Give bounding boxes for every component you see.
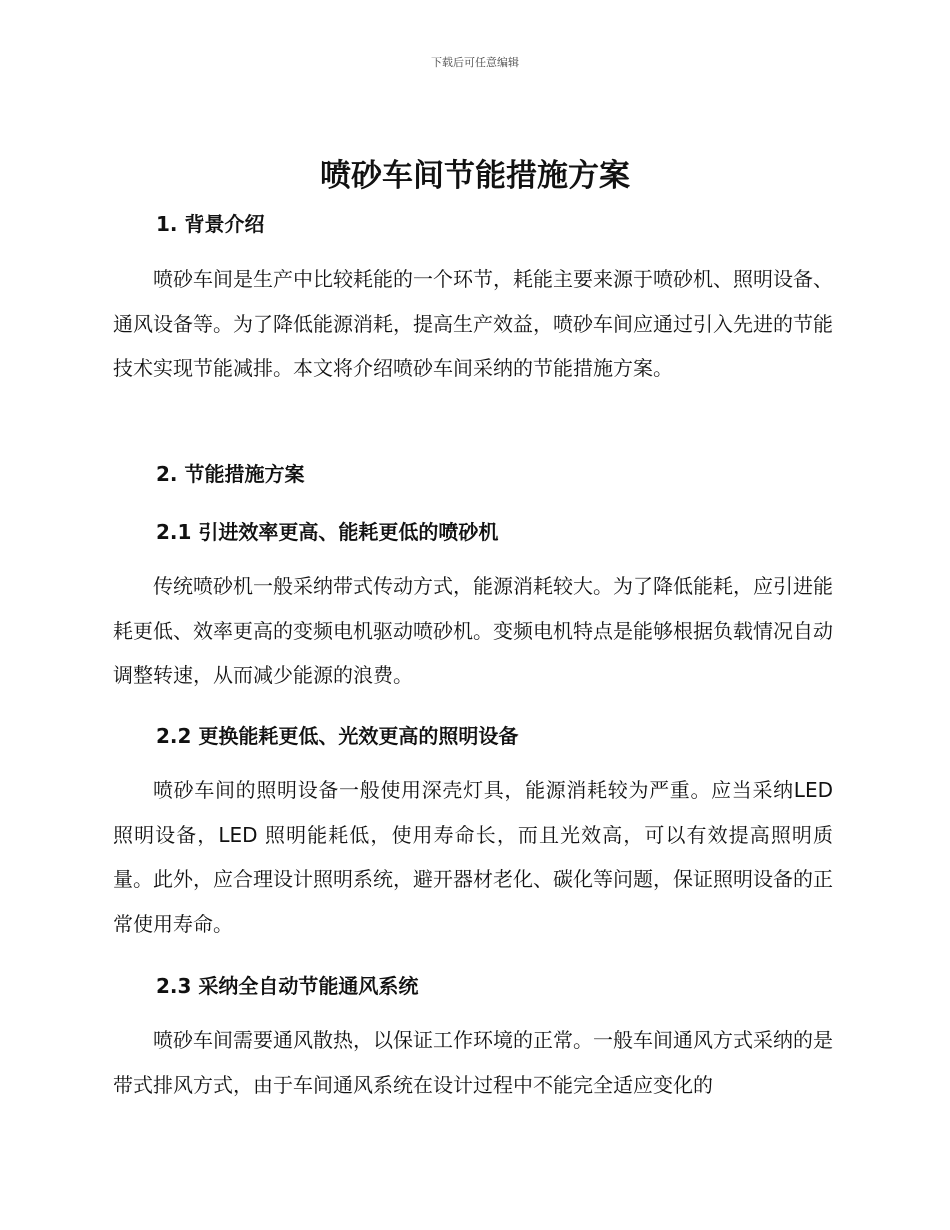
paragraph-ventilation: 喷砂车间需要通风散热，以保证工作环境的正常。一般车间通风方式采纳的是带式排风方式，由于车间通风系统在设计过程中不能完全适应变化的 [113, 1028, 833, 1097]
paragraph-background: 喷砂车间是生产中比较耗能的一个环节，耗能主要来源于喷砂机、照明设备、通风设备等。为了降低能源消耗，提高生产效益，喷砂车间应通过引入先进的节能技术实现节能减排。本文将介绍喷砂车间采纳的节能措施方案。 [113, 267, 833, 380]
document-title: 喷砂车间节能措施方案 [320, 158, 630, 194]
section-heading-background: 1. 背景介绍 [156, 212, 265, 236]
section-heading-ventilation: 2.3 采纳全自动节能通风系统 [156, 974, 419, 998]
paragraph-sandblaster: 传统喷砂机一般采纳带式传动方式，能源消耗较大。为了降低能耗，应引进能耗更低、效率更高的变频电机驱动喷砂机。变频电机特点是能够根据负载情况自动调整转速，从而减少能源的浪费。 [113, 574, 833, 687]
section-heading-sandblaster: 2.1 引进效率更高、能耗更低的喷砂机 [156, 520, 499, 544]
section-heading-lighting: 2.2 更换能耗更低、光效更高的照明设备 [156, 724, 519, 748]
paragraph-lighting: 喷砂车间的照明设备一般使用深壳灯具，能源消耗较为严重。应当采纳LED 照明设备，LED 照明能耗低，使用寿命长，而且光效高，可以有效提高照明质量。此外，应合理设计照明系统，避开器材老化、碳化等问题，保证照明设备的正常使用寿命。 [113, 778, 833, 936]
section-heading-measures: 2. 节能措施方案 [156, 462, 305, 486]
header-note: 下载后可任意编辑 [431, 56, 519, 69]
